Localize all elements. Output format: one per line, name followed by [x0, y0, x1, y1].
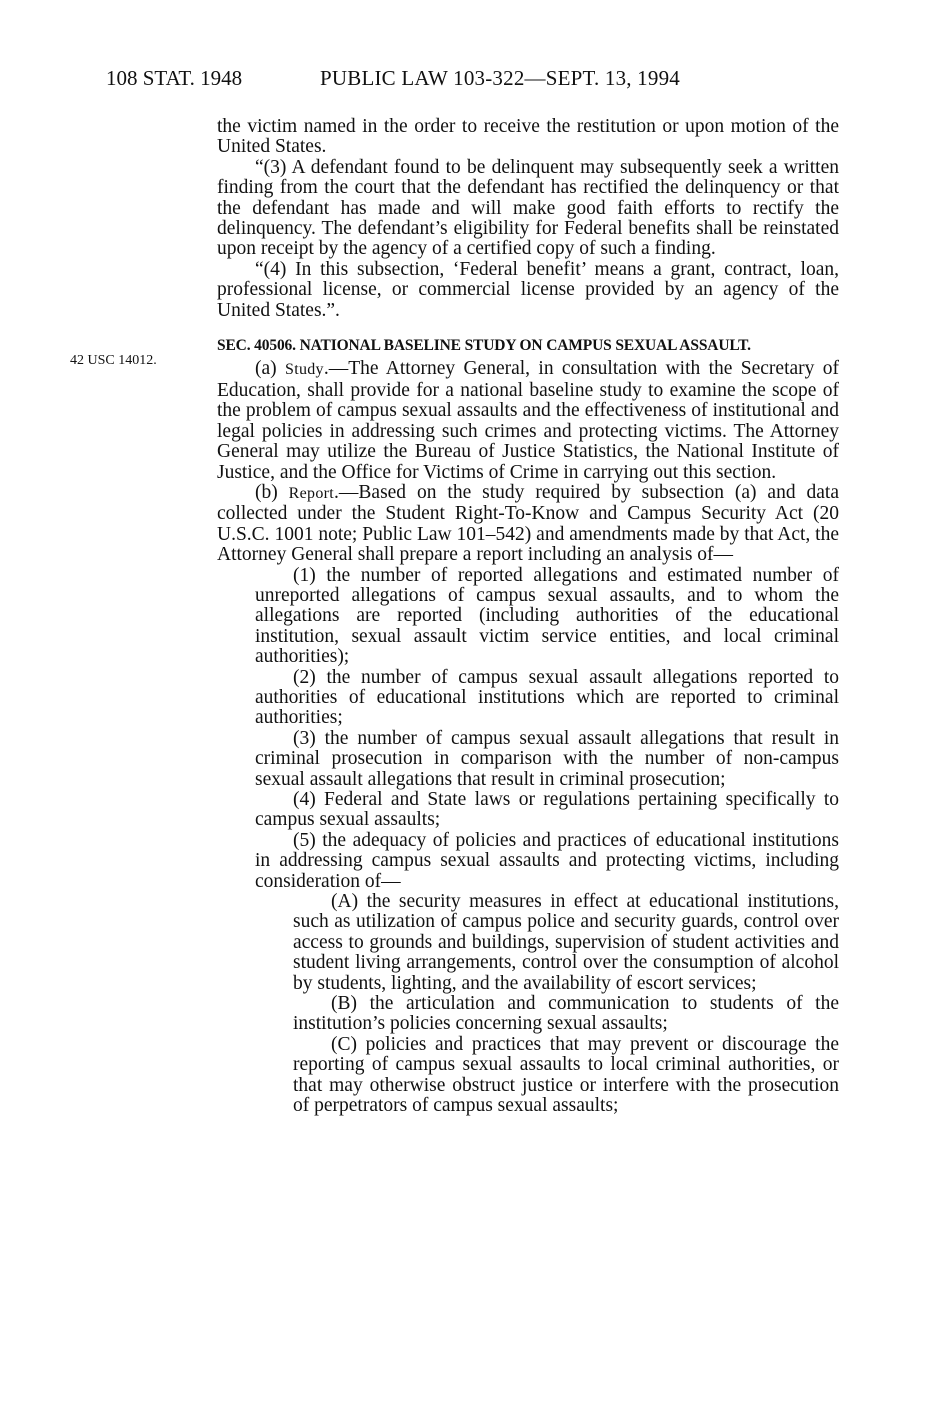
subsection-a: [217, 359, 839, 482]
list-item-2: (2) the number of campus sexual assault allegations reported to authorities of educational institutions which are reported to criminal authorities;: [255, 666, 839, 729]
subsection-a-title: Study: [285, 361, 324, 379]
subsection-a-label: (a): [255, 358, 285, 380]
subsection-b-label: (b): [255, 481, 289, 503]
list-item-5: (5) the adequacy of policies and practices of educational institutions in addressing campus sexual assaults and protecting victims, including consideration of—: [255, 829, 839, 892]
list-item-3: (3) the number of campus sexual assault allegations that result in criminal prosecution in comparison with the number of non-campus sexual assault allegations that result in criminal prosecution;: [255, 727, 839, 790]
subsection-b: [217, 483, 839, 566]
subsection-a-text: .—The Attorney General, in consultation with the Secretary of Education, shall provide for a national baseline study to examine the scope of the problem of campus sexual assaults and the effectiveness of institutional and legal policies in addressing such crimes and protecting victims. The Attorney General may utilize the Bureau of Justice Statistics, the National Institute of Justice, and the Office for Victims of Crime in carrying out this section.: [217, 358, 839, 483]
sub-item-b: (B) the articulation and communication to students of the institution’s policies concerning sexual assaults;: [293, 993, 839, 1035]
paragraph-4: “(4) In this subsection, ‘Federal benefit’ means a grant, contract, loan, professional license, or commercial license provided by an agency of the United States.”.: [217, 258, 839, 321]
sub-item-a: (A) the security measures in effect at educational institutions, such as utilization of campus police and security guards, control over access to grounds and buildings, supervision of student activities and student living arrangements, control over the consumption of alcohol by students, lighting, and the availability of escort services;: [293, 891, 839, 994]
paragraph-3: “(3) A defendant found to be delinquent may subsequently seek a written finding from the court that the defendant has rectified the delinquency or that the defendant has made and will make good faith efforts to rectify the delinquency. The defendant’s eligibility for Federal benefits shall be reinstated upon receipt by the agency of a certified copy of such a finding.: [217, 156, 839, 260]
paragraph-continuation: the victim named in the order to receive the restitution or upon motion of the United States.: [217, 116, 839, 158]
running-title: PUBLIC LAW 103-322—SEPT. 13, 1994: [320, 66, 680, 90]
page-header: [0, 66, 947, 96]
sub-item-c: (C) policies and practices that may prevent or discourage the reporting of campus sexual assaults to local criminal authorities, or that may otherwise obstruct justice or interfere with the prosecution of perpetrators of campus sexual assaults;: [293, 1033, 839, 1117]
margin-citation: 42 USC 14012.: [70, 353, 157, 368]
list-item-1: (1) the number of reported allegations and estimated number of unreported allegations of campus sexual assaults, and to whom the allegations are reported (including authorities of the educational institution, sexual assault victim service entities, and local criminal authorities);: [255, 564, 839, 668]
section-heading: SEC. 40506. NATIONAL BASELINE STUDY ON CAMPUS SEXUAL ASSAULT.: [217, 337, 751, 355]
list-item-4: (4) Federal and State laws or regulations pertaining specifically to campus sexual assaults;: [255, 789, 839, 831]
subsection-b-title: Report: [288, 484, 335, 502]
document-body: [217, 117, 839, 1117]
page-number: 108 STAT. 1948: [106, 66, 243, 90]
subsection-b-text: .—Based on the study required by subsection (a) and data collected under the Student Right-To-Know and Campus Security Act (20 U.S.C. 1001 note; Public Law 101–542) and amendments made by that Act, the Attorney General shall prepare a report including an analysis of—: [217, 481, 839, 566]
